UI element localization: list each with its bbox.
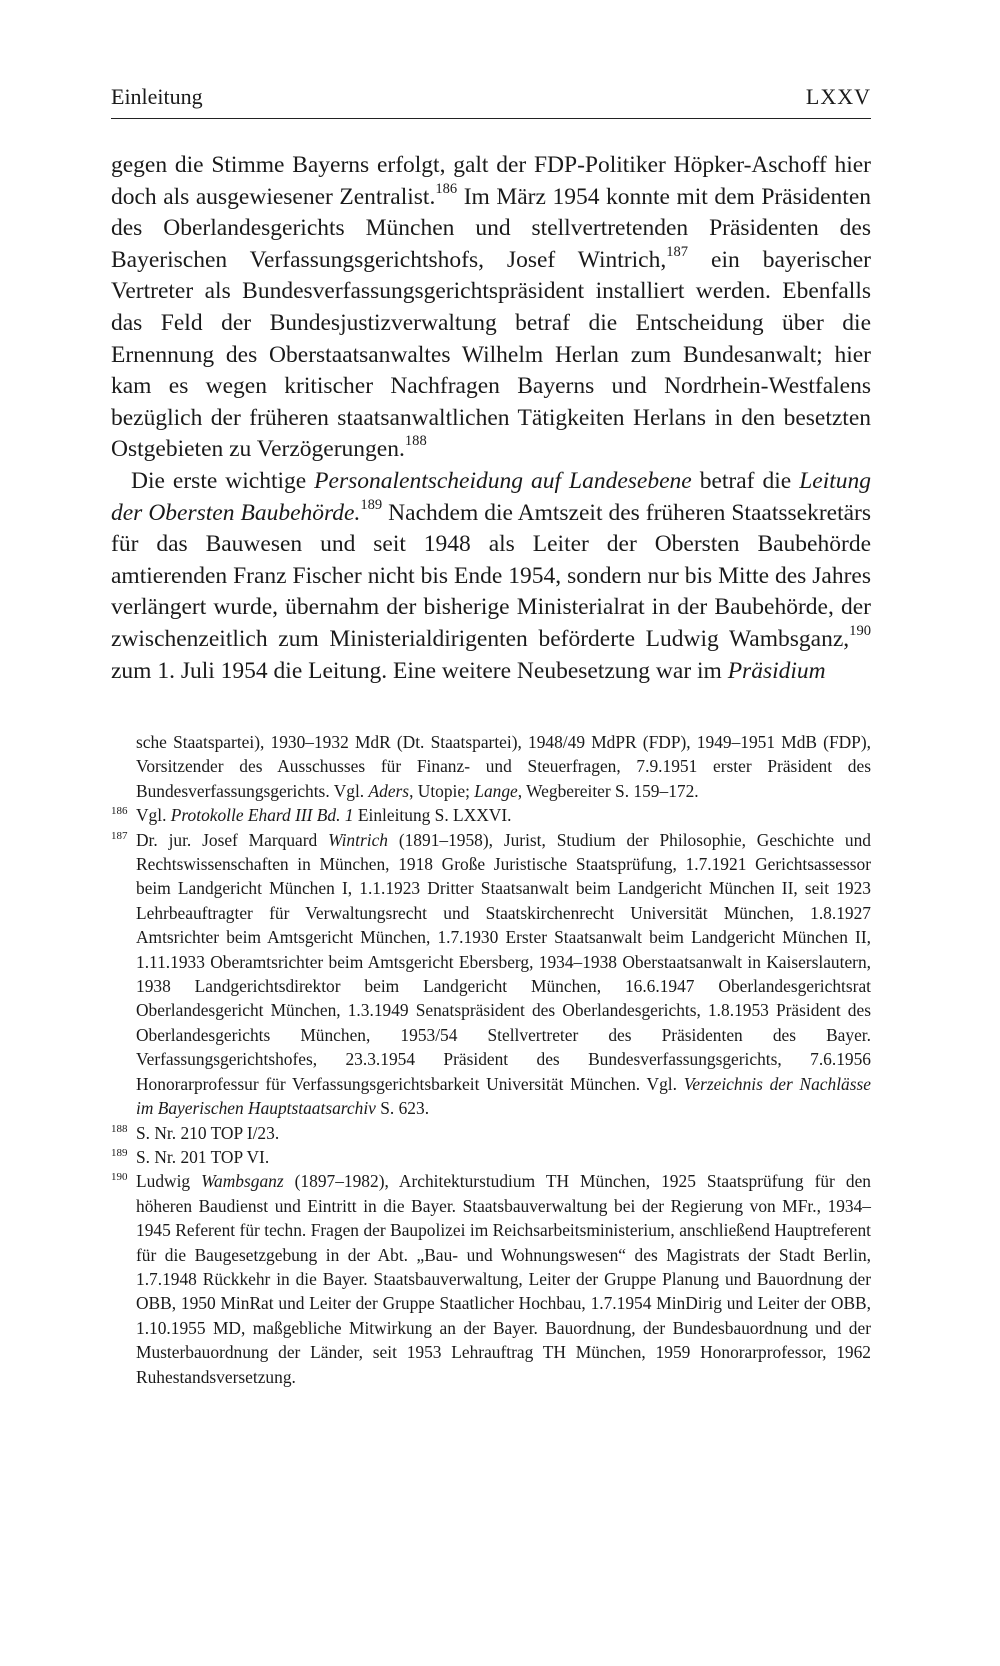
text-run: Einleitung S. LXXVI. bbox=[353, 805, 512, 826]
footnote-ref-186[interactable]: 186 bbox=[435, 180, 458, 197]
text-run: sche Staatspartei), 1930–1932 MdR (Dt. Staatspartei), 1948/49 MdPR (FDP), 1949–1951 MdB (FDP), Vorsitzender des Ausschusses für Finanz- und Steuerfragen, 7.9.1951 erster Präsident des Bundesverfassungsgerichts. Vgl. bbox=[136, 732, 871, 801]
italic-run: Aders bbox=[368, 780, 410, 801]
footnote-ref-187[interactable]: 187 bbox=[666, 243, 689, 260]
text-run: Ludwig bbox=[136, 1171, 202, 1192]
italic-run: Präsidium bbox=[727, 657, 826, 684]
footnote-188 bbox=[111, 1121, 871, 1145]
paragraph-2 bbox=[111, 466, 871, 687]
header-section-title: Einleitung bbox=[111, 84, 203, 109]
text-run: S. 623. bbox=[375, 1098, 430, 1119]
footnote-187 bbox=[111, 828, 871, 1121]
text-run: gegen die Stimme Bayerns erfolgt, galt der FDP-Politiker Höpker-Aschoff hier doch als ausgewiesener Zentralist. bbox=[111, 152, 871, 210]
italic-run: Wambsganz bbox=[201, 1171, 284, 1192]
italic-run: Personalentscheidung auf Landesebene bbox=[314, 467, 692, 494]
footnote-continuation bbox=[111, 730, 871, 803]
footnote-186 bbox=[111, 803, 871, 827]
footnote-number: 189 bbox=[111, 1146, 128, 1159]
footnote-number: 187 bbox=[111, 829, 128, 842]
text-run: , Utopie; bbox=[409, 780, 475, 801]
italic-run: Lange bbox=[474, 780, 518, 801]
footnote-189 bbox=[111, 1145, 871, 1169]
text-run: (1897–1982), Architekturstudium TH München, 1925 Staatsprüfung für den höheren Baudienst und Eintritt in die Bayer. Staatsbauverwaltung bei der Regierung von MFr., 1934–1945 Referent für techn. Fragen der Baupolizei im Reichsarbeitsministerium, anschließend Hauptreferent für die Baugesetzgebung in der Abt. „Bau- und Wohnungswesen“ des Magistrats der Stadt Berlin, 1.7.1948 Rückkehr in die Bayer. Staatsbauverwaltung, Leiter der Gruppe Planung und Bauordnung der OBB, 1950 MinRat und Leiter der Gruppe Staatlicher Hochbau, 1.7.1954 MinDirig und Leiter der OBB, 1.10.1955 MD, maßgebliche Mitwirkung an der Bayer. Bauordnung, der Bundesbauordnung und der Musterbauordnung der Länder, seit 1953 Lehrauftrag TH München, 1959 Honorarprofessor, 1962 Ruhestandsversetzung. bbox=[136, 1171, 871, 1387]
italic-run: Wintrich bbox=[328, 829, 388, 850]
italic-run: Leitung der Obersten Baubehörde. bbox=[111, 467, 871, 526]
text-run: S. Nr. 201 TOP VI. bbox=[136, 1146, 270, 1167]
footnotes bbox=[111, 730, 871, 1389]
footnote-ref-188[interactable]: 188 bbox=[404, 433, 427, 450]
text-run: ein bayerischer Vertreter als Bundesverfassungsgerichtspräsident installiert werden. Ebenfalls das Feld der Bundesjustizverwaltung betraf die Entscheidung über die Ernennung des Oberstaatsanwaltes Wilhelm Herlan zum Bundesanwalt; hier kam es wegen kritischer Nachfragen Bayerns und Nordrhein-Westfalens bezüglich der früheren staatsanwaltlichen Tätigkeiten Herlans in den besetzten Ostgebieten zu Verzögerungen. bbox=[111, 246, 871, 463]
footnote-ref-189[interactable]: 189 bbox=[360, 496, 383, 513]
italic-run: Protokolle Ehard III Bd. 1 bbox=[170, 805, 354, 826]
footnote-number: 190 bbox=[111, 1171, 128, 1184]
text-run: zum 1. Juli 1954 die Leitung. Eine weitere Neubesetzung war im bbox=[111, 657, 728, 684]
running-header bbox=[111, 84, 871, 119]
main-text bbox=[111, 150, 871, 687]
text-run: betraf die bbox=[691, 467, 800, 494]
footnote-190 bbox=[111, 1169, 871, 1389]
footnote-number: 186 bbox=[111, 805, 128, 818]
page-number: LXXV bbox=[805, 84, 871, 109]
italic-run: Verzeichnis der Nachlässe im Bayerischen Hauptstaatsarchiv bbox=[136, 1073, 871, 1119]
text-run: (1891–1958), Jurist, Studium der Philosophie, Geschichte und Rechtswissenschaften in München, 1918 Große Juristische Staatsprüfung, 1.7.1921 Gerichtsassessor beim Landgericht München I, 1.1.1923 Dritter Staatsanwalt beim Landgericht München II, seit 1923 Lehrbeauftragter für Verwaltungsrecht und Staatskirchenrecht Universität München, 1.8.1927 Amtsrichter beim Amtsgericht München, 1.7.1930 Erster Staatsanwalt beim Landgericht München II, 1.11.1933 Oberamtsrichter beim Amtsgericht Ebersberg, 1934–1938 Oberstaatsanwalt in Kaiserslautern, 1938 Landgerichtsdirektor beim Landgericht München, 16.6.1947 Oberlandesgerichtsrat Oberlandesgericht München, 1.3.1949 Senatspräsident des Oberlandesgerichts, 1.8.1953 Präsident des Oberlandesgerichts München, 1953/54 Stellvertreter des Präsidenten des Bayer. Verfassungsgerichtshofes, 23.3.1954 Präsident des Bundesverfassungsgerichts, 7.6.1956 Honorarprofessur für Verfassungsgerichtsbarkeit Universität München. Vgl. bbox=[136, 829, 871, 1094]
footnote-ref-190[interactable]: 190 bbox=[849, 622, 871, 639]
footnote-number: 188 bbox=[111, 1122, 128, 1135]
text-run: S. Nr. 210 TOP I/23. bbox=[136, 1122, 280, 1143]
text-run: Dr. jur. Josef Marquard bbox=[136, 829, 329, 850]
text-run: , Wegbereiter S. 159–172. bbox=[517, 780, 699, 801]
text-run: Nachdem die Amtszeit des früheren Staatssekretärs für das Bauwesen und seit 1948 als Leiter der Obersten Baubehörde amtierenden Franz Fischer nicht bis Ende 1954, sondern nur bis Mitte des Jahres verlängert wurde, übernahm der bisherige Ministerialrat in der Baubehörde, der zwischenzeitlich zum Ministerialdirigenten beförderte Ludwig Wambsganz, bbox=[111, 499, 872, 652]
paragraph-1 bbox=[111, 150, 871, 466]
text-run: Vgl. bbox=[136, 805, 171, 826]
text-run: Die erste wichtige bbox=[131, 467, 315, 494]
text-run: Im März 1954 konnte mit dem Präsidenten des Oberlandesgerichts München und stellvertretenden Präsidenten des Bayerischen Verfassungsgerichtshofs, Josef Wintrich, bbox=[111, 183, 871, 273]
